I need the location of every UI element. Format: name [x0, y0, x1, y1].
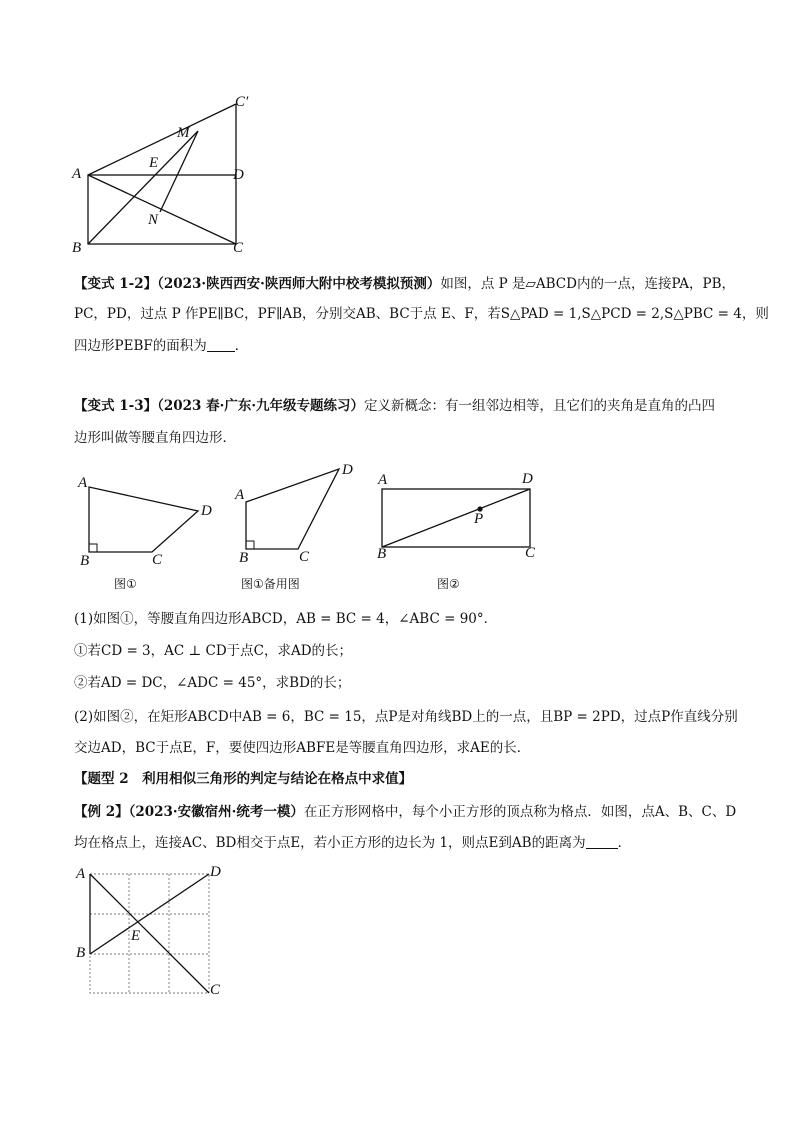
- grid-label-D: D: [210, 864, 221, 880]
- example-2-text2: 均在格点上，连接AC、BD相交于点E，若小正方形的边长为 1，则点E到AB的距离为: [74, 835, 586, 851]
- fig-a-label-D: D: [201, 503, 212, 519]
- question-1: (1)如图①，等腰直角四边形ABCD，AB = BC = 4，∠ABC = 90°．: [74, 611, 498, 627]
- question-2-line2: 交边AD，BC于点E，F，要使四边形ABFE是等腰直角四边形，求AE的长．: [74, 740, 531, 756]
- variant-1-3-text2: 边形叫做等腰直角四边形．: [74, 430, 236, 446]
- example-2-tag: 【例 2】: [74, 804, 129, 820]
- fig-b-label-A: A: [235, 487, 245, 503]
- fig1-label-D: D: [233, 167, 244, 183]
- variant-1-2-line1: [74, 268, 734, 300]
- fig1-label-A: A: [72, 166, 82, 182]
- grid-label-C: C: [210, 982, 221, 998]
- variant-1-2-text2: PC，PD，过点 P 作PE∥BC，PF∥AB，分别交AB、BC于点 E、F，若S△PAD = 1,S△PCD = 2,S△PBC = 4，则: [74, 306, 769, 322]
- variant-1-2-text1: 如图，点 P 是▱ABCD内的一点，连接PA，PB，: [440, 276, 736, 292]
- fig1-label-B: B: [72, 240, 82, 256]
- grid-label-A: A: [76, 866, 86, 882]
- variant-1-3-text1: 定义新概念：有一组邻边相等，且它们的夹角是直角的凸四: [364, 398, 716, 414]
- variant-1-2-line3: 四边形PEBF的面积为 ．: [74, 338, 249, 354]
- fig-a-label-C: C: [152, 552, 163, 568]
- example-2-text1: 在正方形网格中，每个小正方形的顶点称为格点．如图，点A、B、C、D: [303, 804, 737, 820]
- figure-square-grid: [0, 860, 794, 1000]
- grid-label-B: B: [76, 945, 86, 961]
- fig-a-label-A: A: [78, 475, 88, 491]
- figure-isosceles-right-quadrilaterals: [0, 460, 794, 590]
- fig1-label-Cprime: C′: [235, 94, 249, 110]
- fig-c-label-C: C: [525, 545, 536, 561]
- fig-c-label-B: B: [377, 546, 387, 562]
- fig-b-label-B: B: [239, 550, 249, 566]
- variant-1-2-tag: 【变式 1-2】: [74, 276, 158, 292]
- fig-a-caption: 图①: [114, 577, 137, 591]
- question-1-part-1: ①若CD = 3，AC ⊥ CD于点C，求AD的长；: [74, 643, 353, 659]
- fig-b-label-D: D: [342, 462, 353, 478]
- example-2-source: （2023·安徽宿州·统考一模）: [128, 804, 304, 820]
- answer-blank-2: [586, 834, 618, 849]
- question-1-part-2: ②若AD = DC，∠ADC = 45°，求BD的长；: [74, 675, 351, 691]
- fig1-label-C: C: [233, 240, 244, 256]
- section-heading-type-2: 【题型 2 利用相似三角形的判定与结论在格点中求值】: [74, 771, 413, 787]
- variant-1-3-line2: [74, 422, 734, 454]
- fig-c-label-P: P: [474, 511, 484, 527]
- variant-1-2-line2: [74, 298, 769, 330]
- variant-1-3-source: （2023 春·广东·九年级专题练习）: [157, 398, 365, 414]
- variant-1-3-line1: [74, 390, 734, 422]
- fig1-label-N: N: [148, 212, 159, 228]
- grid-label-E: E: [131, 928, 141, 944]
- question-2-line1: (2)如图②，在矩形ABCD中AB = 6，BC = 15，点P是对角线BD上的一点，且BP = 2PD，过点P作直线分别: [74, 709, 738, 725]
- variant-1-2-text3: 四边形PEBF的面积为: [74, 338, 207, 354]
- fig-c-caption: 图②: [437, 577, 460, 591]
- fig-c-label-D: D: [522, 471, 533, 487]
- fig1-label-E: E: [149, 155, 159, 171]
- variant-1-3-tag: 【变式 1-3】: [74, 398, 158, 414]
- example-2-line2: 均在格点上，连接AC、BD相交于点E，若小正方形的边长为 1，则点E到AB的距离为 ．: [74, 835, 632, 851]
- fig-b-label-C: C: [299, 549, 310, 565]
- fig-c-label-A: A: [378, 472, 388, 488]
- example-2-line1: [74, 796, 737, 828]
- fig1-label-M: M: [177, 125, 190, 141]
- variant-1-2-source: （2023·陕西西安·陕西师大附中校考模拟预测）: [157, 276, 441, 292]
- fig-b-caption: 图①备用图: [241, 577, 300, 591]
- fig-a-label-B: B: [80, 553, 90, 569]
- answer-blank: [207, 337, 235, 352]
- figure-rectangle-fold: [0, 0, 794, 270]
